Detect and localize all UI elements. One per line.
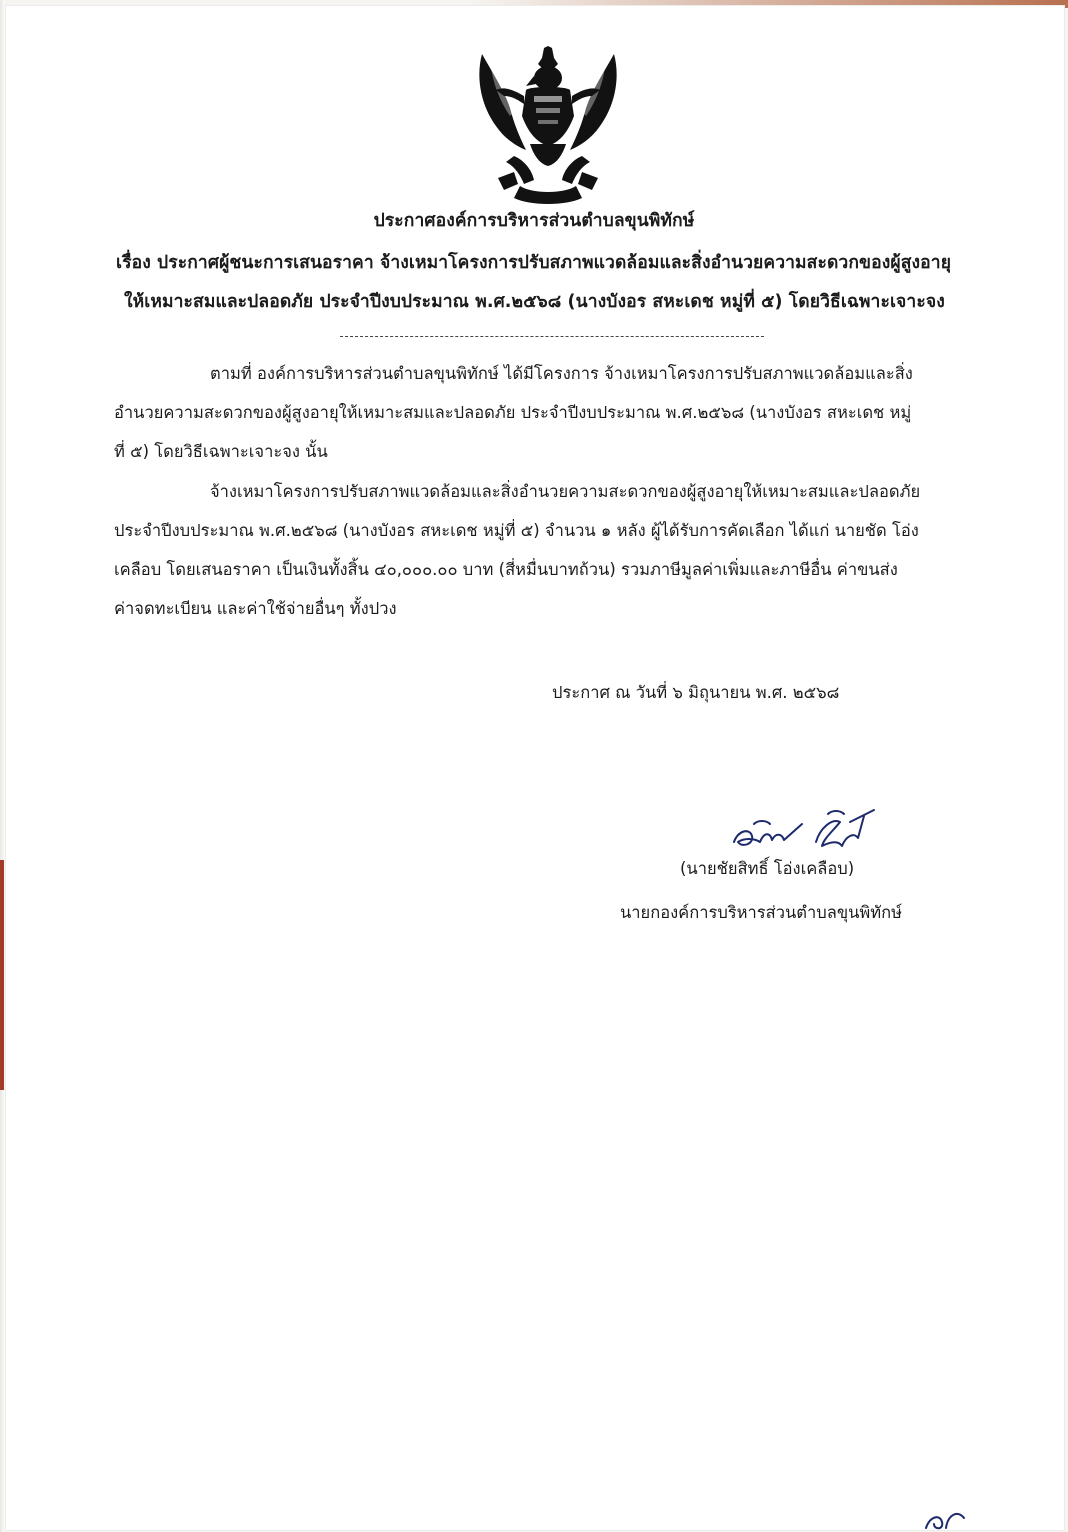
paragraph-2-line-1: จ้างเหมาโครงการปรับสภาพแวดล้อมและสิ่งอำนวยความสะดวกของผู้สูงอายุให้เหมาะสมและปลอดภัย	[210, 482, 921, 501]
paragraph-1-line-2: อำนวยความสะดวกของผู้สูงอายุให้เหมาะสมและปลอดภัย ประจำปีงบประมาณ พ.ศ.๒๕๖๘ (นางบังอร สหะเดช หมู่	[114, 403, 912, 422]
handwritten-initial-icon	[922, 1506, 968, 1532]
subject-line-1: เรื่อง ประกาศผู้ชนะการเสนอราคา จ้างเหมาโครงการปรับสภาพแวดล้อมและสิ่งอำนวยความสะดวกของผู้สูงอายุ	[116, 253, 952, 273]
subject-line-2: ให้เหมาะสมและปลอดภัย ประจำปีงบประมาณ พ.ศ.๒๕๖๘ (นางบังอร สหะเดช หมู่ที่ ๕) โดยวิธีเฉพาะเจาะจง	[124, 292, 945, 312]
signer-position: นายกองค์การบริหารส่วนตำบลขุนพิทักษ์	[620, 903, 903, 922]
paragraph-2-line-4: ค่าจดทะเบียน และค่าใช้จ่ายอื่นๆ ทั้งปวง	[114, 599, 397, 618]
document-page	[6, 6, 1064, 1530]
paragraph-1	[114, 354, 986, 471]
paragraph-2-line-3: เคลือบ โดยเสนอราคา เป็นเงินทั้งสิ้น ๔๐,๐๐๐.๐๐ บาท (สี่หมื่นบาทถ้วน) รวมภาษีมูลค่าเพิ่มและภาษีอื่น ค่าขนส่ง	[114, 560, 898, 579]
announcement-date: ประกาศ ณ วันที่ ๖ มิถุนายน พ.ศ. ๒๕๖๘	[552, 683, 840, 702]
paragraph-2-line-2: ประจำปีงบประมาณ พ.ศ.๒๕๖๘ (นางบังอร สหะเดช หมู่ที่ ๕) จำนวน ๑ หลัง ผู้ได้รับการคัดเลือก ได้แก่ นายชัด โอ่ง	[114, 521, 919, 540]
paragraph-1-line-1: ตามที่ องค์การบริหารส่วนตำบลขุนพิทักษ์ ได้มีโครงการ จ้างเหมาโครงการปรับสภาพแวดล้อมและสิ่ง	[210, 364, 913, 383]
paragraph-2	[114, 472, 986, 628]
signer-name: (นายชัยสิทธิ์ โอ่งเคลือบ)	[680, 859, 855, 878]
divider-line	[340, 336, 764, 337]
garuda-emblem-icon	[474, 46, 622, 206]
announcement-title: ประกาศองค์การบริหารส่วนตำบลขุนพิทักษ์	[373, 211, 695, 231]
handwritten-signature-icon	[724, 802, 884, 864]
background-edge-red	[0, 860, 4, 1090]
paragraph-1-line-3: ที่ ๕) โดยวิธีเฉพาะเจาะจง นั้น	[114, 442, 328, 461]
